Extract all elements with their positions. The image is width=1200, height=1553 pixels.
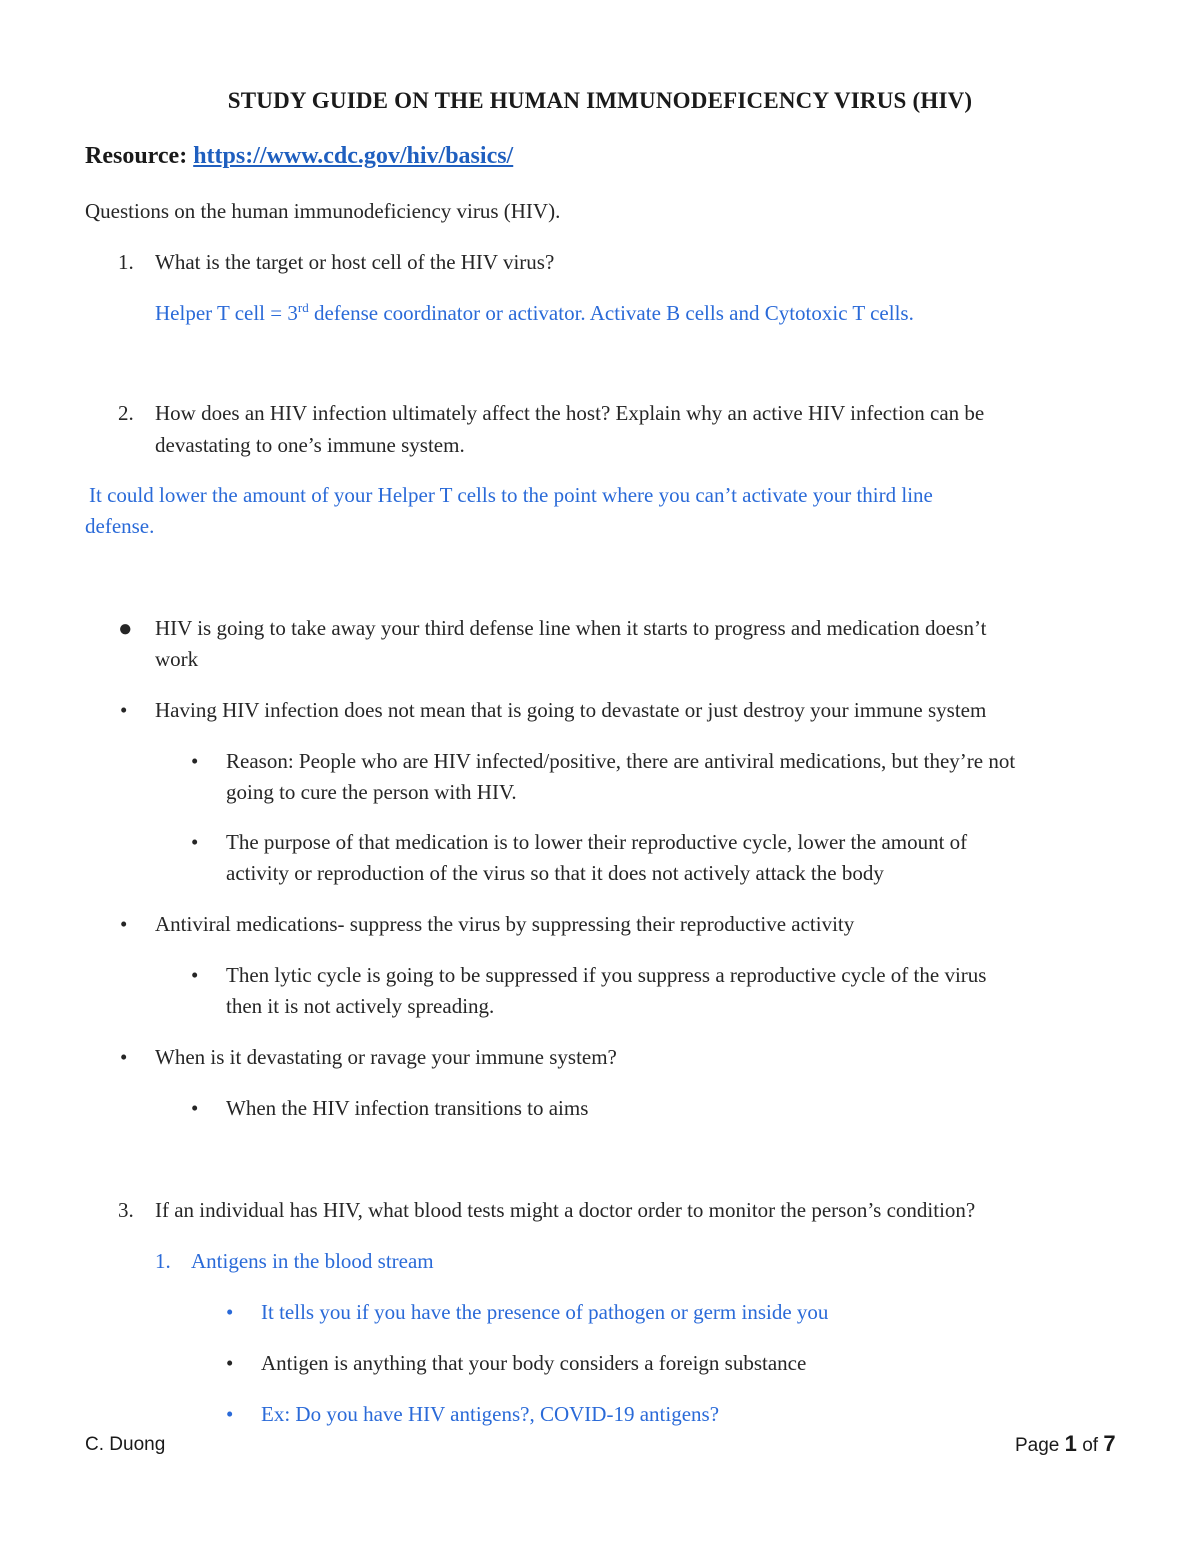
list-item: Antiviral medications- suppress the virus by suppressing their reproductive activity — [155, 912, 855, 936]
bullet-marker: • — [226, 1402, 234, 1426]
list-item: HIV is going to take away your third defense line when it starts to progress and medication doesn’t — [155, 616, 987, 640]
question-3-number: 3. — [118, 1198, 134, 1222]
bullet-marker: • — [120, 698, 128, 722]
page-of-label: of — [1082, 1435, 1099, 1456]
question-2-answer-line-2: defense. — [85, 514, 155, 538]
answer-1-part-a: Helper T cell = 3 — [155, 301, 298, 325]
list-item: Ex: Do you have HIV antigens?, COVID-19 antigens? — [261, 1402, 720, 1426]
list-item: The purpose of that medication is to lower their reproductive cycle, lower the amount of — [226, 830, 968, 854]
bullet-marker: • — [120, 1045, 128, 1069]
resource-label: Resource: — [85, 143, 188, 169]
bullet-marker: • — [120, 912, 128, 936]
question-3-text: If an individual has HIV, what blood tests might a doctor order to monitor the person’s condition? — [155, 1198, 976, 1222]
bullet-marker: ● — [118, 616, 133, 642]
resource-line — [85, 143, 513, 170]
list-item-continuation: going to cure the person with HIV. — [226, 780, 517, 804]
intro-text: Questions on the human immunodeficiency virus (HIV). — [85, 199, 561, 223]
bullet-marker: • — [191, 749, 199, 773]
document-title: STUDY GUIDE ON THE HUMAN IMMUNODEFICENCY VIRUS (HIV) — [227, 88, 973, 113]
bullet-marker: • — [191, 963, 199, 987]
bullet-marker: • — [226, 1351, 234, 1375]
list-item: It tells you if you have the presence of pathogen or germ inside you — [261, 1300, 829, 1324]
bullet-marker: • — [191, 1096, 199, 1120]
sub-item-text: Antigens in the blood stream — [191, 1249, 434, 1273]
question-2-line-1: How does an HIV infection ultimately affect the host? Explain why an active HIV infection can be — [155, 401, 985, 425]
list-item-continuation: activity or reproduction of the virus so that it does not actively attack the body — [226, 861, 884, 885]
question-1-text: What is the target or host cell of the HIV virus? — [155, 250, 555, 274]
bullet-marker: • — [191, 830, 199, 854]
question-1-answer — [155, 298, 914, 329]
question-1-number: 1. — [118, 250, 134, 274]
answer-1-part-b: defense coordinator or activator. Activate B cells and Cytotoxic T cells. — [308, 301, 914, 325]
list-item: Having HIV infection does not mean that is going to devastate or just destroy your immune system — [155, 698, 987, 722]
footer-page-number — [1015, 1431, 1116, 1457]
page-total: 7 — [1103, 1431, 1116, 1456]
list-item: Then lytic cycle is going to be suppressed if you suppress a reproductive cycle of the virus — [226, 963, 987, 987]
list-item-continuation: then it is not actively spreading. — [226, 994, 495, 1018]
list-item: When is it devastating or ravage your immune system? — [155, 1045, 617, 1069]
bullet-marker: • — [226, 1300, 234, 1324]
list-item: Reason: People who are HIV infected/positive, there are antiviral medications, but they’re not — [226, 749, 1016, 773]
page-current: 1 — [1064, 1431, 1077, 1456]
list-item: Antigen is anything that your body considers a foreign substance — [261, 1351, 807, 1375]
list-item-continuation: work — [155, 647, 199, 671]
resource-link[interactable]: https://www.cdc.gov/hiv/basics/ — [193, 143, 514, 169]
sub-item-number: 1. — [155, 1249, 171, 1273]
question-2-number: 2. — [118, 401, 134, 425]
question-2-line-2: devastating to one’s immune system. — [155, 433, 465, 457]
page-label: Page — [1015, 1435, 1060, 1456]
answer-1-superscript: rd — [297, 300, 309, 315]
list-item: When the HIV infection transitions to aims — [226, 1096, 589, 1120]
footer-author: C. Duong — [85, 1434, 166, 1455]
question-2-answer-line-1: It could lower the amount of your Helper T cells to the point where you can’t activate your third line — [89, 483, 933, 507]
